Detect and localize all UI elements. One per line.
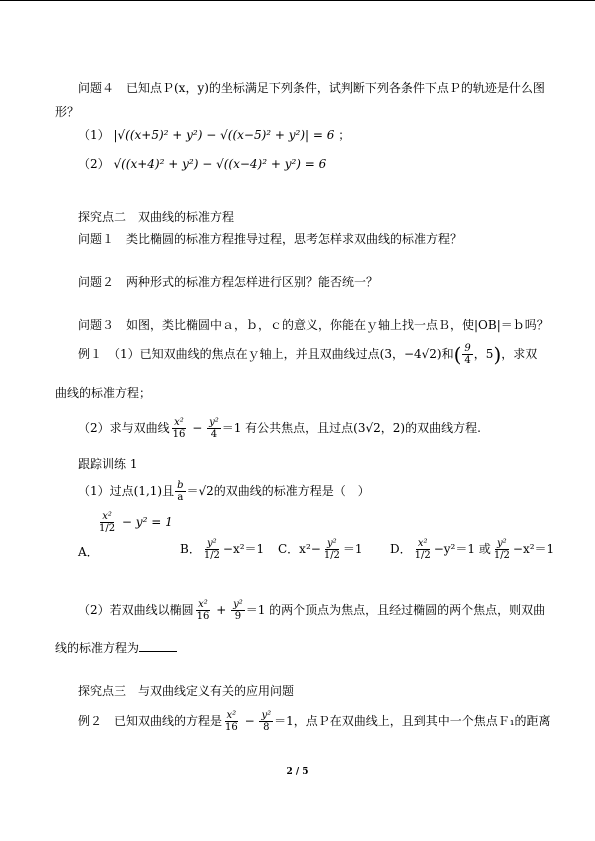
section2-title: 探究点二 双曲线的标准方程 xyxy=(78,210,235,224)
option-a-expression: $\frac{\text{x²}}{1/2}$ − y² = 1 xyxy=(99,511,173,534)
example2-fraction-x: $\frac{\text{x²}}{16}$ xyxy=(225,710,238,733)
training1-question1: （1）过点(1,1)且 $\frac{b}{a}$ ＝√2的双曲线的标准方程是（ ） xyxy=(78,480,370,503)
ellipse-fraction-y: $\frac{\text{y²}}{9}$ xyxy=(233,599,243,622)
problem4-line1: 问题４ 已知点Ｐ(x，y)的坐标满足下列条件，试判断下列各条件下点Ｐ的轨迹是什么图 xyxy=(78,81,545,95)
example1-text: 例１ （1）已知双曲线的焦点在ｙ轴上，并且双曲线过点(3，−4√2)和 xyxy=(78,347,454,361)
option-d[interactable]: D． $\frac{\text{x²}}{1/2}$ −y²＝1 或 $\frac{\text{y²}}{1/2}$ −x²＝1 xyxy=(390,538,555,561)
problem4-condition1 xyxy=(78,127,350,143)
ellipse-fraction-x: $\frac{\text{x²}}{16}$ xyxy=(196,599,210,622)
condition1-label: （1） xyxy=(78,128,110,142)
condition2-expression: √((x+4)² + y²) − √((x−4)² + y²) = 6 xyxy=(113,157,327,171)
option-c[interactable]: C．x²− $\frac{\text{y²}}{1/2}$ ＝1 xyxy=(278,538,363,561)
hyperbola-fraction-x: $\frac{\text{x²}}{16}$ xyxy=(172,417,186,440)
problem4-line2: 形？ xyxy=(55,105,80,119)
page-top-border xyxy=(0,0,595,1)
option-b[interactable]: B． $\frac{\text{y²}}{1/2}$ −x²＝1 xyxy=(180,538,265,561)
training1-question2: （2）若双曲线以椭圆 $\frac{\text{x²}}{16}$ + $\frac{\text{y²}}{9}$ ＝1 的两个顶点为焦点，且经过椭圆的两个焦点，则双曲 xyxy=(78,599,546,622)
example2-fraction-y: $\frac{\text{y²}}{8}$ xyxy=(261,710,272,733)
condition1-expression: |√((x+5)² + y²) − √((x−5)² + y²)| = 6 xyxy=(113,128,335,142)
example1-part2: （2）求与双曲线 $\frac{\text{x²}}{16}$ − $\frac{\text{y²}}{4}$ ＝1 有公共焦点，且过点(3√2，2)的双曲线方程. xyxy=(78,417,481,440)
section3-title: 探究点三 与双曲线定义有关的应用问题 xyxy=(78,684,295,698)
option-a-label[interactable]: A． xyxy=(78,545,99,559)
example1-line2: 曲线的标准方程； xyxy=(55,386,152,400)
condition1-tail: ； xyxy=(338,128,351,142)
problem4-condition2 xyxy=(78,156,326,172)
ratio-b-over-a: $\frac{b}{a}$ xyxy=(177,480,184,503)
answer-blank[interactable] xyxy=(139,640,177,652)
page-number: 2 / 5 xyxy=(286,767,309,777)
section2-question3: 问题３ 如图，类比椭圆中ａ，ｂ，ｃ的意义，你能在ｙ轴上找一点Ｂ，使|OB|＝ｂ吗？ xyxy=(78,318,549,332)
hyperbola-fraction-y: $\frac{\text{y²}}{4}$ xyxy=(209,417,219,440)
example1-part1: 例１ （1）已知双曲线的焦点在ｙ轴上，并且双曲线过点(3，−4√2)和( $\frac{9}{4}$ ，5)，求双 xyxy=(78,342,538,367)
section2-question1: 问题１ 类比椭圆的标准方程推导过程，思考怎样求双曲线的标准方程？ xyxy=(78,232,463,246)
training1-title: 跟踪训练 1 xyxy=(78,457,138,471)
section2-question2: 问题２ 两种形式的标准方程怎样进行区别？能否统一？ xyxy=(78,275,379,289)
condition2-label: （2） xyxy=(78,157,110,171)
training1-question2-line2: 线的标准方程为 xyxy=(55,640,177,656)
example1-point-fraction: $\frac{9}{4}$ xyxy=(464,343,471,366)
example2-line1: 例２ 已知双曲线的方程是 $\frac{\text{x²}}{16}$ − $\frac{\text{y²}}{8}$ ＝1，点Ｐ在双曲线上，且到其中一个焦点Ｆ₁的距离 xyxy=(78,710,551,733)
